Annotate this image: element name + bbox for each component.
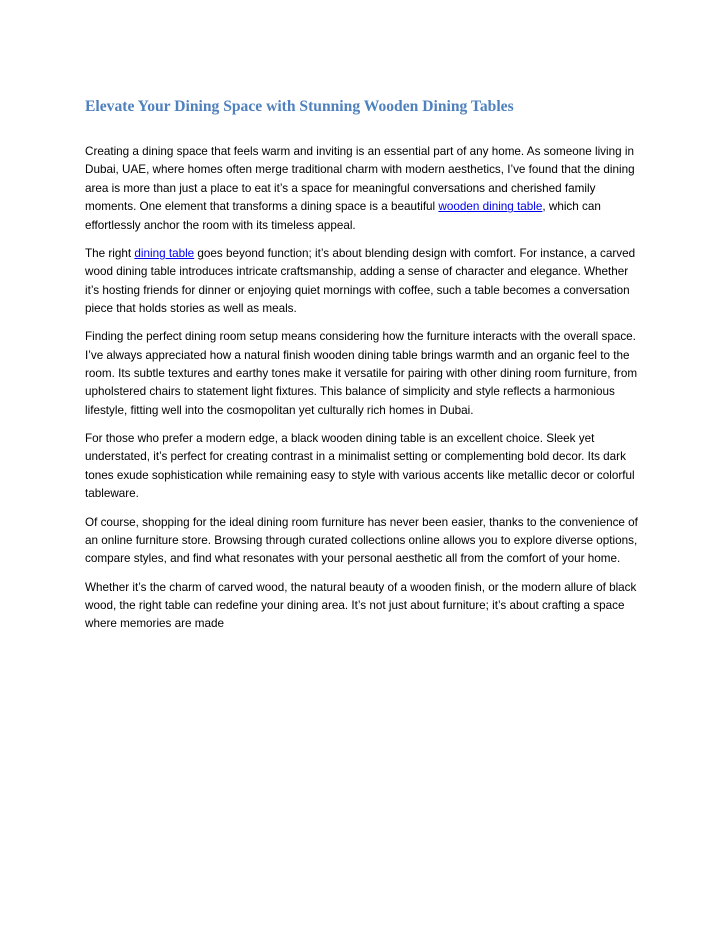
dining-table-link[interactable]: dining table	[134, 246, 195, 260]
wooden-dining-table-link[interactable]: wooden dining table	[438, 200, 543, 214]
paragraph-dining-table	[85, 245, 638, 319]
article-title: Elevate Your Dining Space with Stunning Wooden Dining Tables	[85, 98, 514, 115]
paragraph-intro	[85, 143, 638, 235]
paragraph-text: Creating a dining space that feels warm and inviting is an essential part of any home. As someone living in Dubai, UAE, where homes often merge traditional charm with modern aesthetics, I’ve found that the dining area is more than just a place to eat it’s a space for meaningful conversations and cherished family moments. One element that transforms a dining space is a beautiful	[85, 145, 635, 214]
paragraph-text: goes beyond function; it’s about blending design with comfort. For instance, a carved wood dining table introduces intricate craftsmanship, adding a sense of character and elegance. Whether it’s hosting friends for dinner or enjoying quiet mornings with coffee, such a table becomes a conversation piece that holds stories as well as meals.	[85, 246, 636, 316]
paragraph-black-wood: For those who prefer a modern edge, a black wooden dining table is an excellent choice. Sleek yet understated, it’s perfect for creating contrast in a minimalist setting or complementing bold decor. Its dark tones exude sophistication while remaining easy to style with various accents like metallic decor or colorful tableware.	[85, 432, 635, 501]
paragraph-text: , which can effortlessly anchor the room with its timeless appeal.	[85, 200, 601, 232]
paragraph-natural-finish: Finding the perfect dining room setup means considering how the furniture interacts with the overall space. I’ve always appreciated how a natural finish wooden dining table brings warmth and an organic feel to the room. Its subtle textures and earthy tones make it versatile for pairing with other dining room furniture, from upholstered chairs to statement light fixtures. This balance of simplicity and style reflects a harmonious lifestyle, fitting well into the cosmopolitan yet culturally rich homes in Dubai.	[85, 330, 638, 417]
paragraph-conclusion: Whether it’s the charm of carved wood, the natural beauty of a wooden finish, or the modern allure of black wood, the right table can redefine your dining area. It’s not just about furniture; it’s about crafting a space where memories are made	[85, 580, 637, 631]
paragraph-online-store: Of course, shopping for the ideal dining room furniture has never been easier, thanks to the convenience of an online furniture store. Browsing through curated collections online allows you to explore diverse options, compare styles, and find what resonates with your personal aesthetic all from the comfort of your home.	[85, 515, 638, 566]
paragraph-text: The right	[85, 246, 135, 260]
article-body	[85, 143, 638, 644]
